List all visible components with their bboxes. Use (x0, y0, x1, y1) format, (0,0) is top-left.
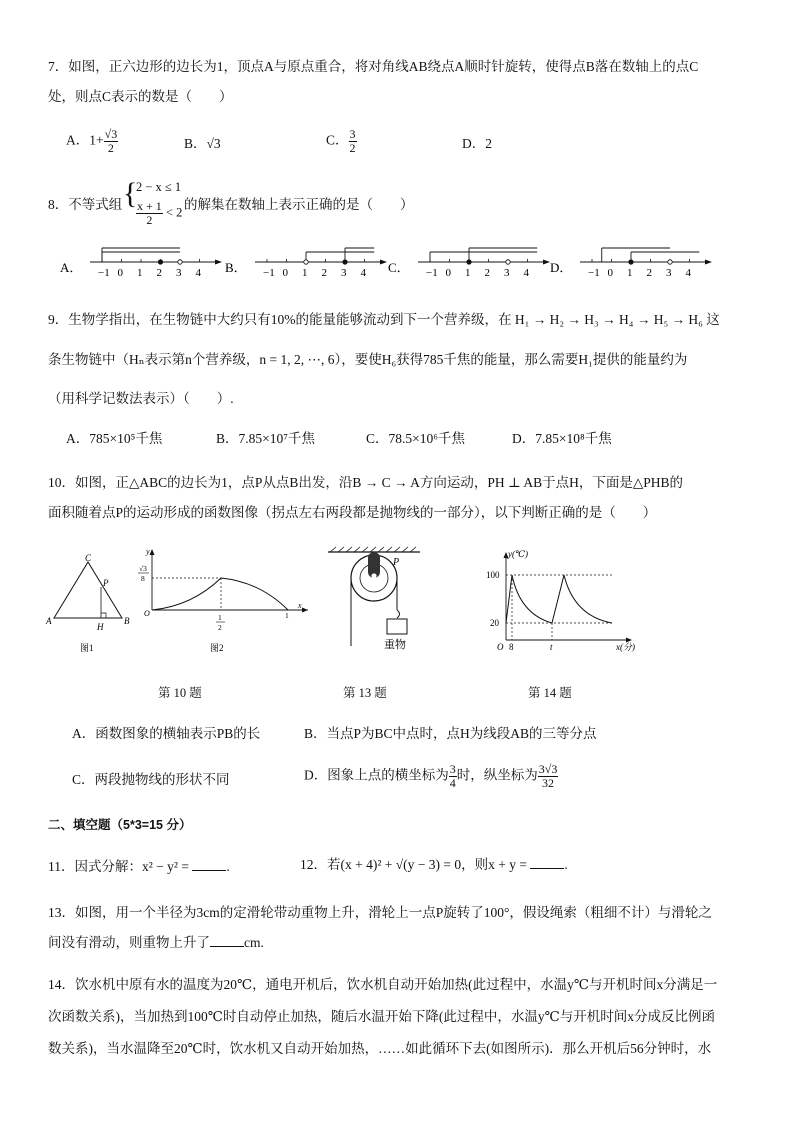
q8-tick-label: 3 (176, 267, 182, 279)
q8-endpoint (158, 260, 162, 264)
weight-block (387, 619, 407, 634)
triangle-abc (54, 562, 122, 618)
q8-system-line2 (136, 200, 182, 227)
fig14-ytick-100: 100 (486, 570, 500, 580)
q8-tick-label: 2 (321, 267, 327, 279)
q7-line2: 处，则点C表示的数是（ ） (48, 89, 233, 104)
q9-line2: 条生物链中（Hₙ表示第n个营养级，n = 1, 2, ⋯, 6），要使H₆获得785千焦的能量，那么需要H₁提供的能量约为 (48, 352, 688, 367)
q8-endpoint (467, 260, 471, 264)
q8-system-line1: 2 − x ≤ 1 (136, 180, 182, 194)
q8-option-a (60, 248, 222, 279)
fig14-ylabel: y(℃) (508, 549, 529, 559)
q9-option-d: D．7.85×10⁸千焦 (512, 431, 612, 446)
q8-axis-arrow (215, 260, 222, 265)
fig1-label-b: B (124, 616, 130, 626)
q8-tick-label: 2 (484, 267, 490, 279)
fig1-label-a: A (46, 616, 52, 626)
q8-tick-label: 1 (627, 267, 633, 279)
fig2-xlabel: x (298, 601, 302, 610)
q8-axis-arrow (380, 260, 387, 265)
q9-line3: （用科学记数法表示）（ ）. (48, 391, 234, 406)
q8-tick-label: 4 (360, 267, 366, 279)
hook (397, 610, 400, 618)
q10-option-d (304, 763, 558, 790)
q8-system-num: x + 1 (137, 199, 162, 213)
fig2-ytick-den: 8 (141, 574, 145, 583)
fig14-xtick-t: t (550, 642, 553, 652)
q8-option-label: A． (60, 260, 83, 275)
fig2-x-arrow (302, 608, 308, 613)
q8-tick-label: −1 (426, 267, 438, 279)
caption-q10: 第 10 题 (158, 686, 202, 700)
q8-tick-label: 2 (646, 267, 652, 279)
q8-endpoint (343, 260, 347, 264)
fig1-caption: 图1 (80, 643, 94, 653)
figure14-graph (486, 546, 636, 656)
q8-endpoint (668, 260, 672, 264)
fig14-xtick-8: 8 (509, 642, 514, 652)
q7-option-d: D．2 (462, 136, 492, 151)
fig2-parabola-left (152, 578, 221, 610)
q8-system-den: 2 (146, 213, 153, 227)
fig2-y-arrow (150, 549, 155, 555)
ceiling-hatch (330, 547, 416, 552)
fig2-ytick-num: √3 (139, 564, 147, 573)
q10-option-d-pre: D．图象上点的横坐标为 (304, 767, 449, 783)
q8-system-rel: < 2 (165, 205, 183, 220)
q8-endpoint (178, 260, 182, 264)
q8-tick-label: 0 (445, 267, 451, 279)
q8-tick-label: 4 (523, 267, 529, 279)
q13-line2 (48, 934, 264, 952)
q12: 12．若(x + 4)² + √(y − 3) = 0，则x + y = . (300, 857, 568, 872)
fig2-xtick-den: 2 (218, 623, 222, 632)
caption-q13: 第 13 题 (343, 686, 387, 700)
q13-answer-blank (210, 934, 244, 947)
fig2-xtick-num: 1 (218, 613, 222, 622)
q14-line3: 数关系)，当水温降至20℃时，饮水机又自动开始加热，……如此循环下去(如图所示)．那么开机后56分钟时，水 (48, 1041, 712, 1056)
q10-option-d-mid: 时，纵坐标为 (456, 767, 538, 783)
q7-option-c (326, 128, 357, 155)
q8-option-d (550, 248, 712, 279)
q8-tick-label: 1 (465, 267, 471, 279)
fig14-curve (506, 575, 612, 623)
q8-axis-arrow (705, 260, 712, 265)
q9-option-a: A．785×10⁵千焦 (66, 431, 163, 446)
q10-line1: 10．如图，正△ABC的边长为1，点P从点B出发，沿B → C → A方向运动，PH ⊥ AB于点H，下面是△PHB的 (48, 475, 684, 490)
fig14-origin: O (497, 642, 504, 652)
fig1-label-h: H (97, 622, 104, 632)
q8-option-label: B． (225, 260, 247, 275)
q8-endpoint (506, 260, 510, 264)
fig2-x-end: 1 (285, 611, 289, 620)
q9-option-c: C．78.5×10⁶千焦 (366, 431, 465, 446)
q8-tick-label: 4 (195, 267, 201, 279)
q8-suffix: 的解集在数轴上表示正确的是（ ） (184, 197, 414, 212)
q10-option-a: A．函数图象的横轴表示PB的长 (72, 726, 261, 741)
q11-text: 11．因式分解：x² − y² = (48, 859, 189, 874)
fig1-label-c: C (85, 553, 92, 563)
q10-option-c: C．两段抛物线的形状不同 (72, 772, 230, 787)
figure13-pulley (322, 546, 426, 658)
q8-endpoint (629, 260, 633, 264)
q8-option-b (225, 248, 387, 279)
q10-option-b: B．当点P为BC中点时，点H为线段AB的三等分点 (304, 726, 597, 741)
fig2-caption: 图2 (210, 643, 224, 653)
q8-axis-arrow (543, 260, 550, 265)
q8-tick-label: −1 (98, 267, 110, 279)
q13-line1: 13．如图，用一个半径为3cm的定滑轮带动重物上升，滑轮上一点P旋转了100°，假设绳索（粗细不计）与滑轮之 (48, 905, 712, 920)
fig1-label-p: P (103, 578, 109, 588)
q8-tick-label: −1 (263, 267, 275, 279)
q7-option-a-num: √3 (104, 127, 118, 141)
q7-option-a (66, 128, 118, 155)
q12-answer-blank (530, 856, 564, 869)
q8-tick-label: 1 (137, 267, 143, 279)
q8-tick-label: 0 (282, 267, 288, 279)
q8-brace: { (123, 177, 138, 210)
q7-option-c-label: C． (326, 132, 349, 148)
q8-tick-label: 1 (302, 267, 308, 279)
q8-tick-label: 4 (685, 267, 691, 279)
fig13-weight-label: 重物 (384, 639, 406, 651)
q10-option-d-y-den: 32 (542, 776, 555, 790)
q9-line1: 9．生物学指出，在生物链中大约只有10%的能量能够流动到下一个营养级，在 H₁ → H₂ → H₃ → H₄ → H₅ → H₆ 这 (48, 312, 720, 327)
q10-line2: 面积随着点P的运动形成的函数图像（拐点左右两段都是抛物线的一部分），以下判断正确的是（ ） (48, 505, 657, 520)
pulley-axle (371, 573, 376, 578)
q8-option-c (388, 248, 550, 279)
q8-endpoint (304, 260, 308, 264)
q8-number-lines (60, 240, 720, 282)
q8-tick-label: 3 (666, 267, 672, 279)
q8-tick-label: 3 (504, 267, 510, 279)
q10-option-d-x-den: 4 (449, 776, 456, 790)
q8-tick-label: 0 (117, 267, 123, 279)
q7-option-c-den: 2 (349, 141, 356, 155)
q8-prefix: 8．不等式组 (48, 197, 123, 212)
section2-title: 二、填空题（5*3=15 分） (48, 818, 192, 832)
q10-option-d-x-num: 3 (449, 762, 456, 776)
q8-tick-label: 3 (341, 267, 347, 279)
fig14-ytick-20: 20 (490, 618, 499, 628)
figure1-triangle (44, 552, 134, 654)
q12-text: 12．若(x + 4)² + √(y − 3) = 0，则x + y = (300, 857, 527, 872)
q8-option-label: D． (550, 260, 573, 275)
q11-answer-blank (192, 858, 226, 871)
q14-line2: 次函数关系)，当加热到100℃时自动停止加热，随后水温开始下降(此过程中，水温y℃与开机时间x分成反比例函 (48, 1009, 715, 1024)
q8-option-label: C． (388, 260, 410, 275)
figure2-graph (132, 546, 312, 654)
q13-line2-post: cm. (244, 935, 264, 950)
fig2-origin: O (144, 609, 150, 618)
q13-line2-pre: 间没有滑动，则重物上升了 (48, 935, 210, 950)
caption-q14: 第 14 题 (528, 686, 572, 700)
right-angle-mark (101, 613, 106, 618)
q8-tick-label: 0 (607, 267, 613, 279)
fig2-ylabel: y (146, 547, 150, 556)
q7-line1: 7．如图，正六边形的边长为1，顶点A与原点重合，将对角线AB绕点A顺时针旋转，使得点B落在数轴上的点C (48, 59, 699, 74)
q10-option-d-y-num: 3√3 (538, 762, 558, 776)
fig13-label-p: P (393, 557, 400, 568)
fig2-parabola-right (221, 578, 288, 610)
fig14-xlabel: x(分) (616, 642, 635, 652)
q7-option-a-label: A．1+ (66, 132, 104, 148)
q8-tick-label: 2 (156, 267, 162, 279)
q7-option-c-num: 3 (349, 127, 356, 141)
q7-option-b: B．√3 (184, 136, 221, 151)
q14-line1: 14．饮水机中原有水的温度为20℃，通电开机后，饮水机自动开始加热(此过程中，水温y℃与开机时间x分满足一 (48, 977, 718, 992)
q8-tick-label: −1 (588, 267, 600, 279)
q9-option-b: B．7.85×10⁷千焦 (216, 431, 315, 446)
q7-option-a-den: 2 (107, 141, 114, 155)
q11: 11．因式分解：x² − y² = . (48, 859, 230, 874)
